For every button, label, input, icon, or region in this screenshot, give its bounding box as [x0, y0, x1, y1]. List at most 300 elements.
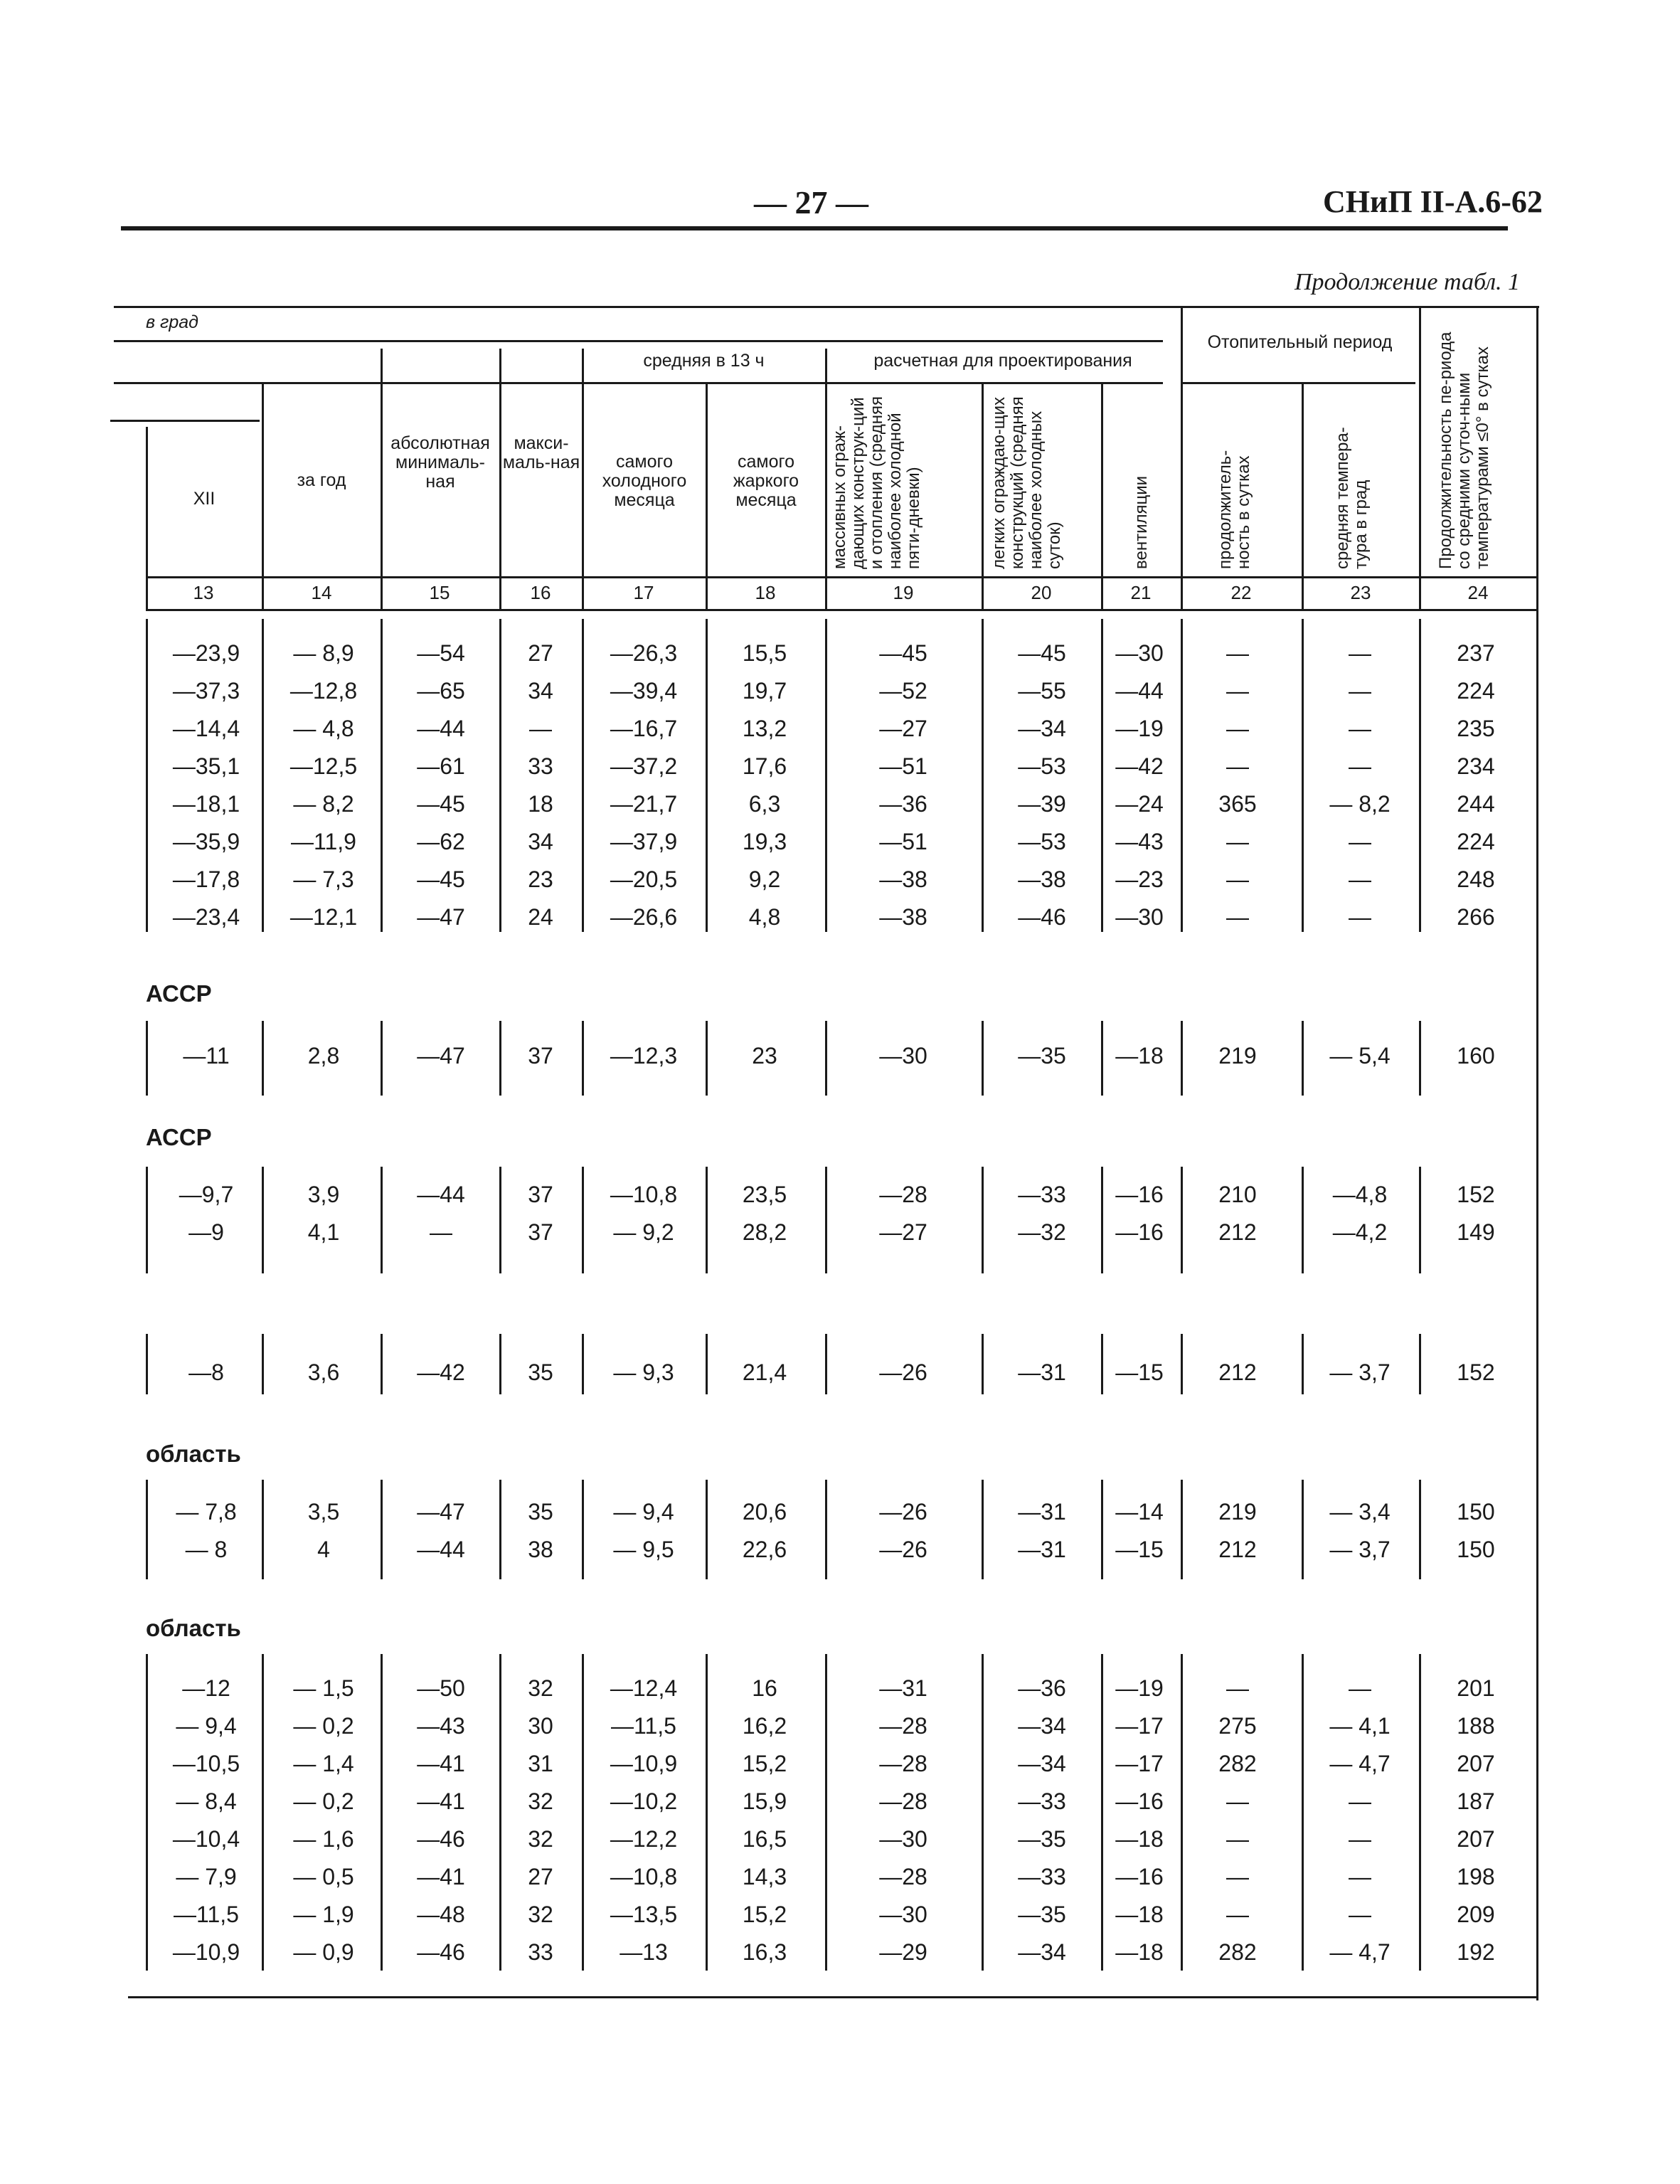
table-cell: —55 [1018, 678, 1066, 704]
table-cell: 33 [528, 753, 553, 779]
table-cell: 19,3 [742, 829, 787, 854]
header-vrule [1302, 384, 1304, 609]
column-rule [1101, 1021, 1103, 1096]
table-cell: —19 [1115, 716, 1164, 741]
table-cell: 235 [1457, 716, 1495, 741]
table-cell: —37,3 [172, 678, 240, 704]
table-cell: 365 [1218, 791, 1257, 817]
column-rule [1419, 1021, 1421, 1096]
table-cell: —15 [1115, 1359, 1164, 1385]
table-cell: —14 [1115, 1499, 1164, 1525]
table-cell: — 8,2 [1329, 791, 1391, 817]
header-rule-numbers [146, 609, 1536, 611]
table-cell: — [1349, 904, 1371, 930]
table-cell: —27 [879, 716, 927, 741]
table-cell: 21,4 [742, 1359, 787, 1385]
col-14-header: за год [297, 470, 346, 490]
table-cell: 23 [752, 1043, 777, 1069]
table-cell: —10,5 [172, 1751, 240, 1776]
table-cell: — [1226, 1826, 1249, 1852]
column-rule [1419, 1654, 1421, 1971]
table-cell: 15,5 [742, 640, 787, 666]
column-rule [825, 1021, 827, 1096]
table-cell: —46 [417, 1826, 465, 1852]
column-rule [1302, 1021, 1304, 1096]
table-cell: —11,5 [611, 1713, 676, 1739]
table-cell: — 9,2 [613, 1219, 674, 1245]
column-rule [706, 1334, 708, 1394]
column-rule [1302, 1167, 1304, 1273]
header-vrule [582, 349, 584, 609]
table-cell: —10,8 [610, 1864, 678, 1889]
table-cell: —9,7 [179, 1182, 234, 1207]
table-cell: —47 [417, 904, 465, 930]
table-cell: — 8,9 [293, 640, 354, 666]
table-cell: —44 [417, 1537, 465, 1562]
column-rule [582, 1654, 584, 1971]
column-rule [1101, 619, 1103, 932]
table-cell: 27 [528, 1864, 553, 1889]
heating-period-label: Отопительный период [1207, 332, 1393, 352]
section-title: АССР [146, 1124, 212, 1150]
column-rule [1181, 1334, 1183, 1394]
table-cell: —38 [1018, 866, 1066, 892]
table-cell: 33 [528, 1939, 553, 1965]
column-rule [499, 1334, 501, 1394]
table-cell: —10,8 [610, 1182, 678, 1207]
column-rule [146, 1334, 148, 1394]
column-rule [582, 1167, 584, 1273]
page-number: — 27 — [754, 184, 868, 221]
table-cell: — [1226, 866, 1249, 892]
table-cell: 23,5 [742, 1182, 787, 1207]
table-cell: —39 [1018, 791, 1066, 817]
table-cell: 224 [1457, 829, 1495, 854]
table-cell: — 3,4 [1329, 1499, 1391, 1525]
table-cell: — 7,9 [176, 1864, 237, 1889]
column-rule [1181, 1021, 1183, 1096]
table-cell: 27 [528, 640, 553, 666]
table-cell: —17 [1115, 1713, 1164, 1739]
column-rule [146, 1654, 148, 1971]
column-rule [262, 1654, 264, 1971]
table-cell: —34 [1018, 1939, 1066, 1965]
header-vrule [499, 349, 501, 609]
table-cell: —50 [417, 1675, 465, 1701]
table-cell: 34 [528, 829, 553, 854]
table-cell: — [1226, 1902, 1249, 1927]
table-cell: —46 [1018, 904, 1066, 930]
table-cell: —45 [879, 640, 927, 666]
table-cell: 32 [528, 1826, 553, 1852]
table-cell: 16 [752, 1675, 777, 1701]
col-number: 21 [1130, 582, 1152, 603]
table-cell: — 1,5 [293, 1675, 354, 1701]
table-cell: — 9,4 [176, 1713, 237, 1739]
header-rule-top [114, 306, 1539, 308]
table-cell: —44 [417, 1182, 465, 1207]
column-rule [146, 619, 148, 932]
table-cell: —36 [1018, 1675, 1066, 1701]
table-cell: —11,9 [291, 829, 356, 854]
table-cell: — [1226, 1675, 1249, 1701]
header-rule-columns [146, 576, 1536, 578]
table-cell: 210 [1218, 1182, 1257, 1207]
table-cell: 14,3 [742, 1864, 787, 1889]
column-rule [1181, 1654, 1183, 1971]
col-number: 14 [311, 582, 332, 603]
table-cell: —12,4 [610, 1675, 678, 1701]
table-cell: —61 [417, 753, 465, 779]
column-rule [1302, 619, 1304, 932]
column-rule [1101, 1334, 1103, 1394]
table-cell: —30 [879, 1043, 927, 1069]
table-cell: —23 [1115, 866, 1164, 892]
col-13-header: XII [193, 489, 216, 509]
table-cell: —18 [1115, 1902, 1164, 1927]
table-cell: 16,3 [742, 1939, 787, 1965]
table-cell: —33 [1018, 1182, 1066, 1207]
table-cell: —16 [1115, 1864, 1164, 1889]
table-cell: —44 [417, 716, 465, 741]
table-cell: —19 [1115, 1675, 1164, 1701]
table-cell: 150 [1457, 1537, 1495, 1562]
table-cell: 207 [1457, 1826, 1495, 1852]
table-cell: 35 [528, 1499, 553, 1525]
table-cell: —34 [1018, 1713, 1066, 1739]
col-number: 16 [530, 582, 551, 603]
column-rule [499, 1021, 501, 1096]
table-cell: —35 [1018, 1043, 1066, 1069]
table-cell: 207 [1457, 1751, 1495, 1776]
column-rule [499, 619, 501, 932]
header-rule [121, 226, 1508, 230]
header-vrule [1419, 307, 1421, 609]
column-rule [706, 1654, 708, 1971]
table-cell: —13 [620, 1939, 668, 1965]
table-cell: 3,5 [307, 1499, 340, 1525]
table-cell: 188 [1457, 1713, 1495, 1739]
table-cell: —53 [1018, 829, 1066, 854]
header-vrule [1181, 307, 1183, 609]
table-cell: 282 [1218, 1939, 1257, 1965]
table-cell: —4,2 [1332, 1219, 1388, 1245]
table-cell: —28 [879, 1864, 927, 1889]
column-rule [1181, 1167, 1183, 1273]
table-cell: —24 [1115, 791, 1164, 817]
table-cell: 24 [528, 904, 553, 930]
table-cell: 212 [1218, 1359, 1257, 1385]
table-cell: —11,5 [174, 1902, 239, 1927]
header-rule-sub [110, 420, 260, 422]
header-vrule [262, 384, 264, 609]
table-cell: 17,6 [742, 753, 787, 779]
table-cell: 149 [1457, 1219, 1495, 1245]
table-cell: — 9,5 [613, 1537, 674, 1562]
table-cell: —47 [417, 1499, 465, 1525]
table-cell: — 9,4 [613, 1499, 674, 1525]
col-number: 19 [893, 582, 914, 603]
table-cell: —37,2 [610, 753, 678, 779]
table-cell: —45 [417, 791, 465, 817]
table-cell: —8 [188, 1359, 224, 1385]
table-cell: —52 [879, 678, 927, 704]
table-cell: —16 [1115, 1219, 1164, 1245]
table-cell: —26 [879, 1537, 927, 1562]
column-rule [706, 619, 708, 932]
header-rule-unit [114, 340, 1163, 342]
column-rule [706, 1480, 708, 1579]
table-cell: — [1226, 829, 1249, 854]
table-cell: — 3,7 [1329, 1359, 1391, 1385]
column-rule [262, 619, 264, 932]
section-title: область [146, 1441, 241, 1467]
table-cell: —16,7 [610, 716, 678, 741]
column-rule [381, 1021, 383, 1096]
table-cell: 15,9 [742, 1788, 787, 1814]
table-cell: 275 [1218, 1713, 1257, 1739]
table-cell: —23,9 [172, 640, 240, 666]
table-cell: —65 [417, 678, 465, 704]
table-cell: —23,4 [172, 904, 240, 930]
table-cell: — 8 [185, 1537, 228, 1562]
table-cell: —36 [879, 791, 927, 817]
column-rule [381, 1167, 383, 1273]
table-cell: 35 [528, 1359, 553, 1385]
column-rule [825, 619, 827, 932]
column-rule [706, 1021, 708, 1096]
table-cell: — [1349, 1902, 1371, 1927]
table-cell: 13,2 [742, 716, 787, 741]
table-cell: —44 [1115, 678, 1164, 704]
column-rule [499, 1480, 501, 1579]
col-number: 22 [1230, 582, 1252, 603]
col-21-header: вентиляции [1132, 475, 1151, 569]
header-vrule [706, 384, 708, 609]
column-rule [1302, 1654, 1304, 1971]
table-cell: —26 [879, 1499, 927, 1525]
table-cell: 32 [528, 1902, 553, 1927]
table-cell: —51 [879, 753, 927, 779]
table-cell: —46 [417, 1939, 465, 1965]
table-cell: —33 [1018, 1864, 1066, 1889]
table-cell: 192 [1457, 1939, 1495, 1965]
table-cell: —18 [1115, 1826, 1164, 1852]
table-cell: 2,8 [307, 1043, 340, 1069]
table-cell: —20,5 [610, 866, 678, 892]
table-cell: —10,9 [610, 1751, 678, 1776]
column-rule [582, 1480, 584, 1579]
column-rule [982, 1167, 984, 1273]
table-cell: 212 [1218, 1219, 1257, 1245]
table-cell: —12,2 [610, 1826, 678, 1852]
col-19-header: массивных ограж-дающих конструк-ций и отопления (средняя наиболее холодной пяти-дневки) [830, 396, 923, 569]
col-22-header: продолжитель-ность в сутках [1216, 450, 1253, 569]
table-cell: 212 [1218, 1537, 1257, 1562]
column-rule [381, 1654, 383, 1971]
table-cell: 219 [1218, 1043, 1257, 1069]
table-cell: — [1226, 678, 1249, 704]
table-cell: — [1349, 753, 1371, 779]
table-cell: —34 [1018, 716, 1066, 741]
table-continuation-caption: Продолжение табл. 1 [1294, 269, 1521, 295]
table-cell: 248 [1457, 866, 1495, 892]
table-cell: — 5,4 [1329, 1043, 1391, 1069]
table-cell: 9,2 [748, 866, 781, 892]
column-rule [825, 1167, 827, 1273]
col-17-header: самого холодного месяца [602, 452, 687, 510]
table-cell: — 4,1 [1329, 1713, 1391, 1739]
table-cell: — [1349, 1826, 1371, 1852]
table-cell: 16,2 [742, 1713, 787, 1739]
table-cell: — 9,3 [613, 1359, 674, 1385]
table-cell: —27 [879, 1219, 927, 1245]
column-rule [1419, 619, 1421, 932]
table-cell: — [1226, 753, 1249, 779]
column-rule [146, 1167, 148, 1273]
column-rule [262, 1021, 264, 1096]
mean-13h-label: средняя в 13 ч [643, 351, 765, 371]
table-cell: —4,8 [1332, 1182, 1388, 1207]
table-cell: 23 [528, 866, 553, 892]
col-number: 13 [193, 582, 214, 603]
table-cell: —35 [1018, 1826, 1066, 1852]
table-cell: —31 [1018, 1537, 1066, 1562]
table-cell: — [1349, 866, 1371, 892]
table-bottom-rule [128, 1996, 1538, 1998]
table-cell: 22,6 [742, 1537, 787, 1562]
table-cell: —16 [1115, 1182, 1164, 1207]
table-cell: —26,6 [610, 904, 678, 930]
table-cell: — [1226, 904, 1249, 930]
table-cell: 18 [528, 791, 553, 817]
table-cell: 15,2 [742, 1751, 787, 1776]
table-cell: —18 [1115, 1939, 1164, 1965]
table-cell: —26 [879, 1359, 927, 1385]
table-cell: —28 [879, 1182, 927, 1207]
table-cell: 152 [1457, 1359, 1495, 1385]
column-rule [1302, 1334, 1304, 1394]
header-vrule [825, 349, 827, 609]
table-cell: — 3,7 [1329, 1537, 1391, 1562]
table-cell: —51 [879, 829, 927, 854]
table-cell: —12,8 [289, 678, 358, 704]
column-rule [1302, 1480, 1304, 1579]
table-cell: —9 [188, 1219, 224, 1245]
table-cell: 187 [1457, 1788, 1495, 1814]
column-rule [825, 1334, 827, 1394]
table-cell: —18 [1115, 1043, 1164, 1069]
table-cell: — 1,6 [293, 1826, 354, 1852]
column-rule [499, 1167, 501, 1273]
table-cell: —21,7 [610, 791, 678, 817]
table-cell: —30 [879, 1826, 927, 1852]
column-rule [706, 1167, 708, 1273]
table-cell: 20,6 [742, 1499, 787, 1525]
table-cell: —17 [1115, 1751, 1164, 1776]
table-cell: —18,1 [172, 791, 240, 817]
table-cell: 152 [1457, 1182, 1495, 1207]
table-cell: 15,2 [742, 1902, 787, 1927]
table-cell: —14,4 [172, 716, 240, 741]
column-rule [1181, 1480, 1183, 1579]
column-rule [1101, 1167, 1103, 1273]
table-cell: —12,3 [610, 1043, 678, 1069]
col-number: 20 [1031, 582, 1052, 603]
table-cell: —30 [1115, 640, 1164, 666]
table-cell: 198 [1457, 1864, 1495, 1889]
table-cell: —29 [879, 1939, 927, 1965]
column-rule [381, 1480, 383, 1579]
table-cell: — 0,2 [293, 1788, 354, 1814]
table-cell: — [1349, 1864, 1371, 1889]
col-20-header: легких ограждаю-щих конструкций (средняя наиболее холодных суток) [989, 396, 1064, 569]
table-cell: —12,1 [289, 904, 358, 930]
table-cell: — 1,9 [293, 1902, 354, 1927]
column-rule [146, 1021, 148, 1096]
table-cell: 4,1 [307, 1219, 340, 1245]
column-rule [582, 619, 584, 932]
table-cell: —15 [1115, 1537, 1164, 1562]
table-cell: —53 [1018, 753, 1066, 779]
table-cell: 266 [1457, 904, 1495, 930]
table-cell: —10,9 [172, 1939, 240, 1965]
table-cell: 150 [1457, 1499, 1495, 1525]
table-cell: —39,4 [610, 678, 678, 704]
table-cell: — 7,8 [176, 1499, 237, 1525]
table-cell: 234 [1457, 753, 1495, 779]
table-cell: —42 [1115, 753, 1164, 779]
table-cell: 16,5 [742, 1826, 787, 1852]
header-rule-heating [1181, 382, 1415, 384]
table-cell: —28 [879, 1788, 927, 1814]
col-16-header: макси-маль-ная [502, 433, 580, 472]
table-cell: —30 [1115, 904, 1164, 930]
table-cell: —11 [183, 1043, 230, 1069]
table-cell: — 0,9 [293, 1939, 354, 1965]
table-cell: — [1226, 1788, 1249, 1814]
table-cell: —43 [417, 1713, 465, 1739]
table-cell: —17,8 [172, 866, 240, 892]
table-cell: —31 [879, 1675, 927, 1701]
table-cell: —31 [1018, 1359, 1066, 1385]
table-cell: —62 [417, 829, 465, 854]
table-cell: — [1349, 829, 1371, 854]
col-number: 17 [633, 582, 654, 603]
table-cell: 37 [528, 1043, 553, 1069]
table-right-border [1536, 307, 1538, 2000]
table-cell: 201 [1457, 1675, 1495, 1701]
table-cell: —38 [879, 866, 927, 892]
table-cell: — [1349, 716, 1371, 741]
col-number: 18 [755, 582, 776, 603]
table-cell: — 0,5 [293, 1864, 354, 1889]
table-cell: —37,9 [610, 829, 678, 854]
table-cell: 237 [1457, 640, 1495, 666]
table-cell: —34 [1018, 1751, 1066, 1776]
column-rule [982, 1334, 984, 1394]
table-cell: — [1349, 1675, 1371, 1701]
table-cell: — [1226, 640, 1249, 666]
col-18-header: самого жаркого месяца [733, 452, 799, 510]
table-cell: 3,9 [307, 1182, 340, 1207]
table-cell: 160 [1457, 1043, 1495, 1069]
table-cell: — 0,2 [293, 1713, 354, 1739]
table-cell: —16 [1115, 1788, 1164, 1814]
table-cell: —28 [879, 1713, 927, 1739]
table-cell: 224 [1457, 678, 1495, 704]
column-rule [825, 1480, 827, 1579]
